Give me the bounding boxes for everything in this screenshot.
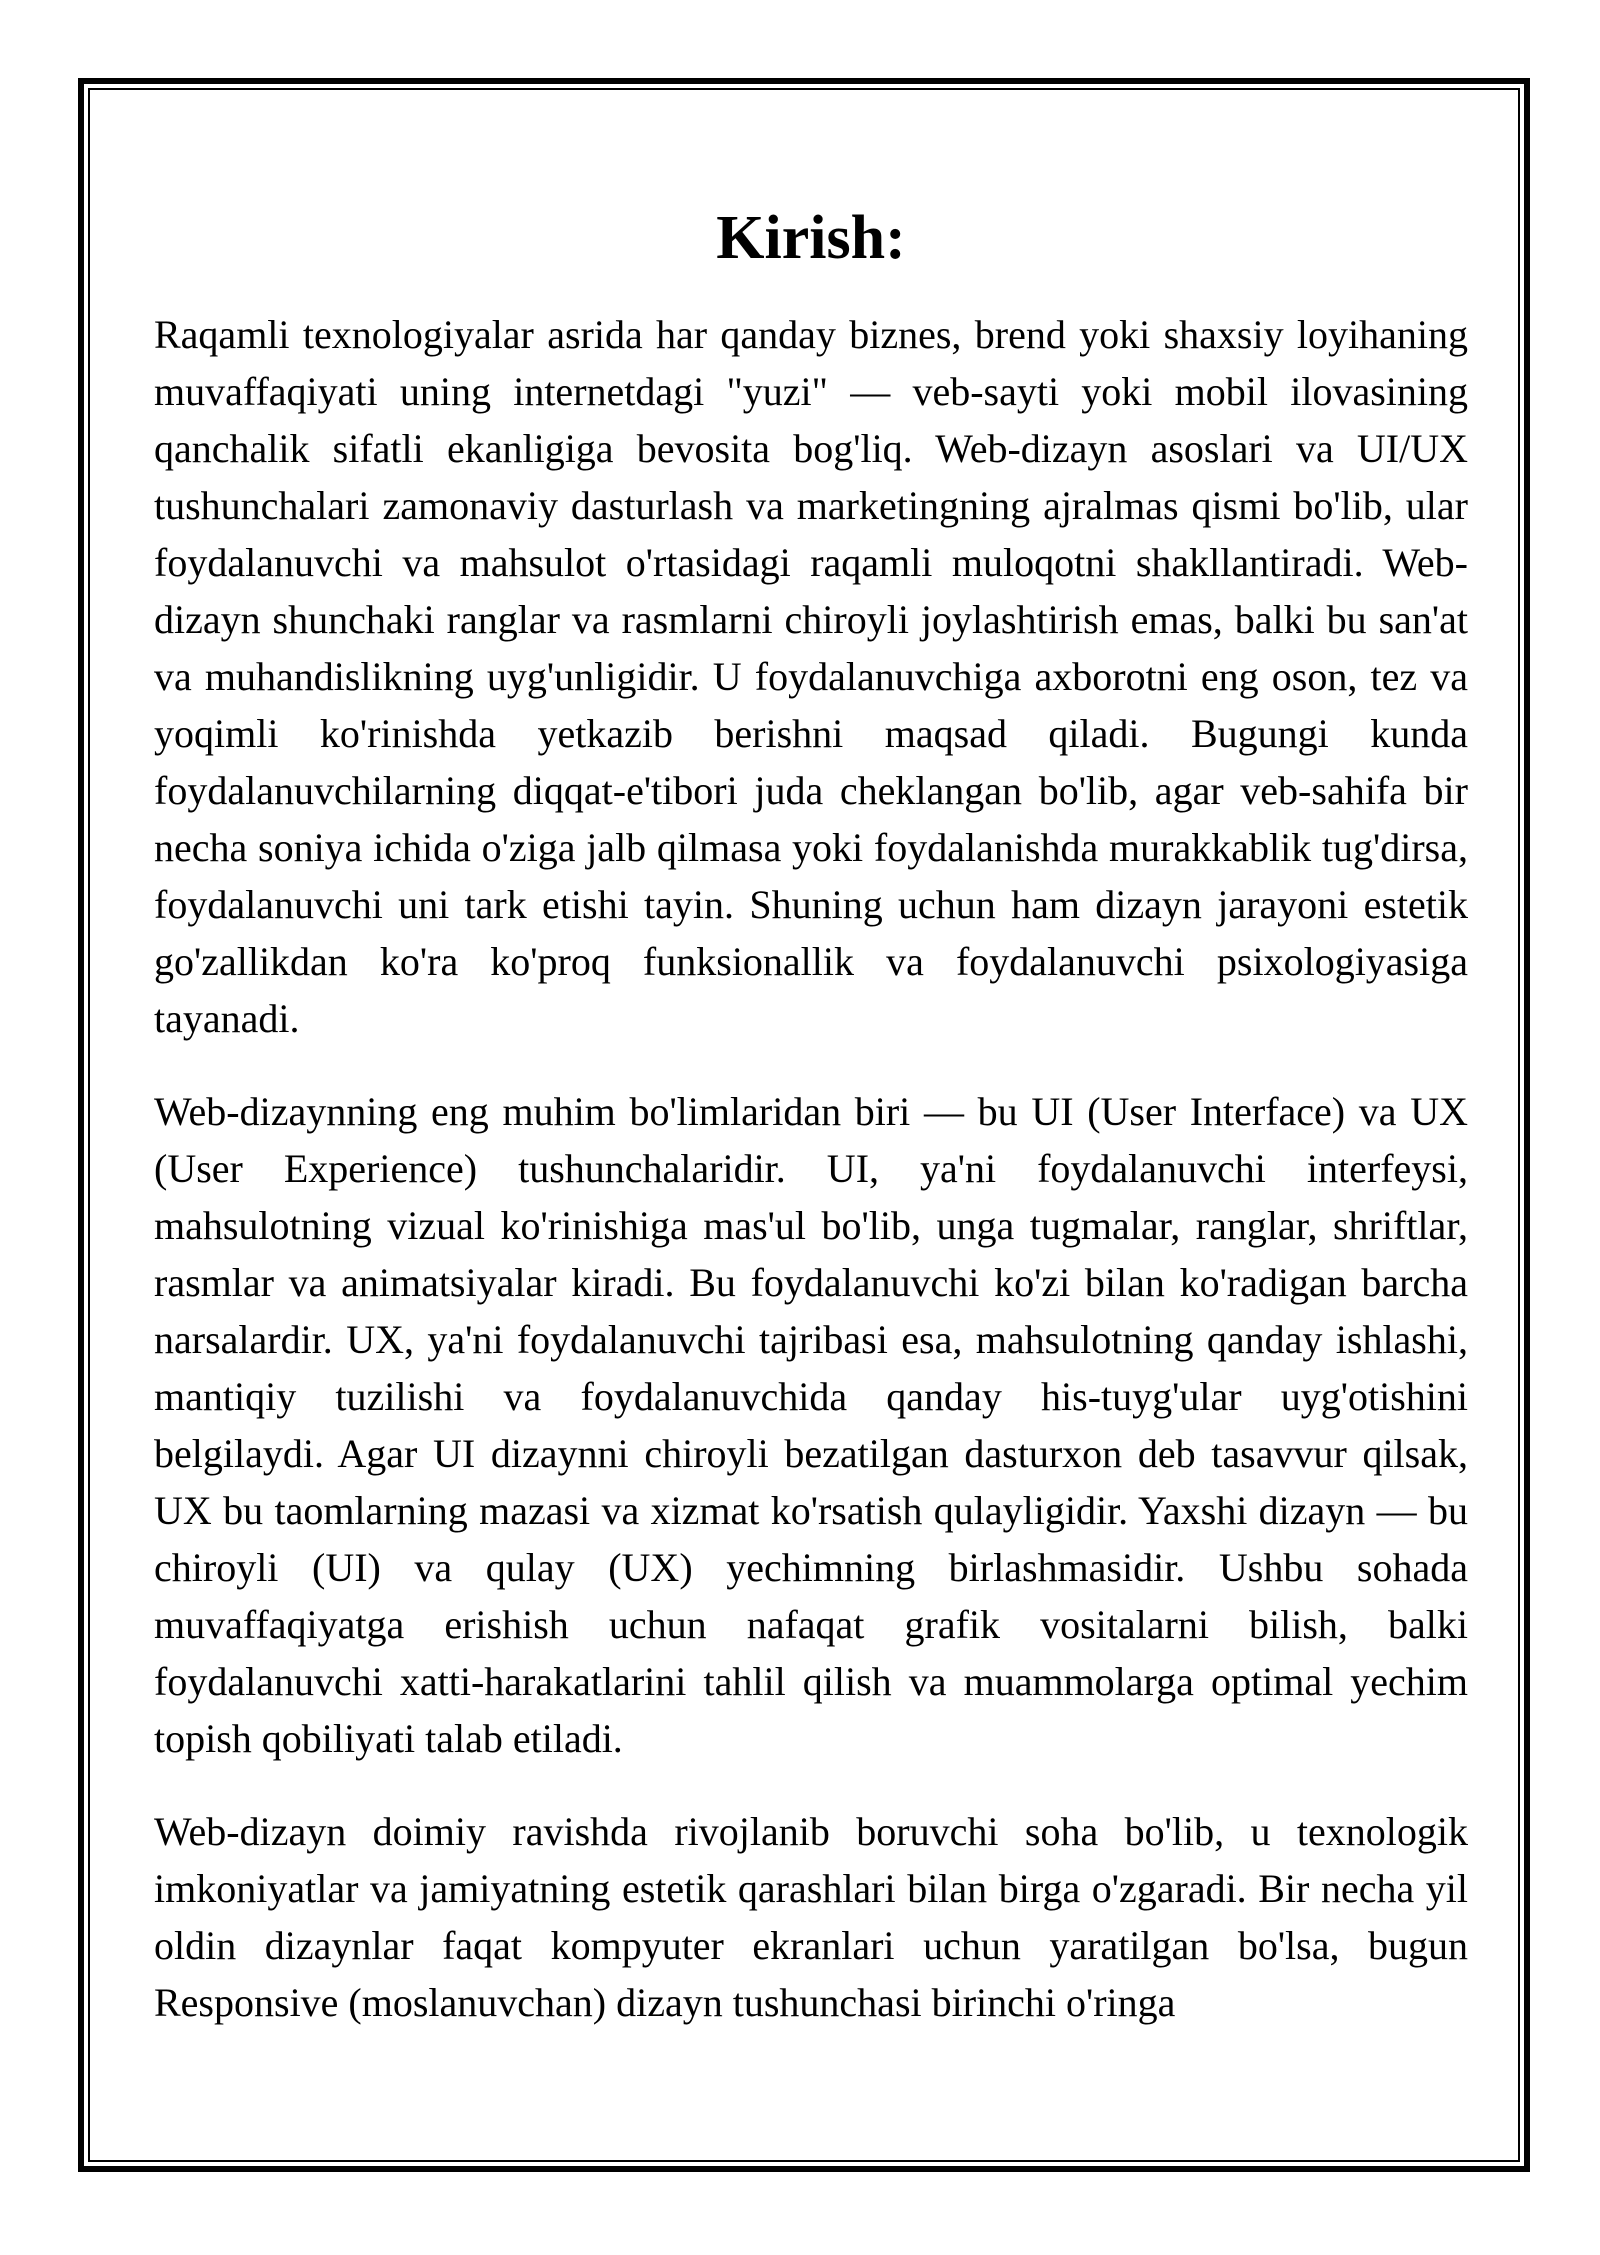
paragraph-3: Web-dizayn doimiy ravishda rivojlanib boruvchi soha bo'lib, u texnologik imkoniyatlar va jamiyatning estetik qarashlari bilan birga o'zgaradi. Bir necha yil oldin dizaynlar faqat kompyuter ekranlari uchun yaratilgan bo'lsa, bugun Responsive (moslanuvchan) dizayn tushunchasi birinchi o'ringa	[154, 1809, 1468, 2026]
paragraph-1: Raqamli texnologiyalar asrida har qanday biznes, brend yoki shaxsiy loyihaning muvaffaqiyati uning internetdagi "yuzi" — veb-sayti yoki mobil ilovasining qanchalik sifatli ekanligiga bevosita bog'liq. Web-dizayn asoslari va UI/UX tushunchalari zamonaviy dasturlash va marketingning ajralmas qismi bo'lib, ular foydalanuvchi va mahsulot o'rtasidagi raqamli muloqotni shakllantiradi. Web-dizayn shunchaki ranglar va rasmlarni chiroyli joylashtirish emas, balki bu san'at va muhandislikning uyg'unligidir. U foydalanuvchiga axborotni eng oson, tez va yoqimli ko'rinishda yetkazib berishni maqsad qiladi. Bugungi kunda foydalanuvchilarning diqqat-e'tibori juda cheklangan bo'lib, agar veb-sahifa bir necha soniya ichida o'ziga jalb qilmasa yoki foydalanishda murakkablik tug'dirsa, foydalanuvchi uni tark etishi tayin. Shuning uchun ham dizayn jarayoni estetik go'zallikdan ko'ra ko'proq funksionallik va foydalanuvchi psixologiyasiga tayanadi.	[154, 312, 1468, 1042]
document-body	[154, 204, 1468, 2031]
paragraph-2: Web-dizaynning eng muhim bo'limlaridan biri — bu UI (User Interface) va UX (User Experience) tushunchalaridir. UI, ya'ni foydalanuvchi interfeysi, mahsulotning vizual ko'rinishiga mas'ul bo'lib, unga tugmalar, ranglar, shriftlar, rasmlar va animatsiyalar kiradi. Bu foydalanuvchi ko'zi bilan ko'radigan barcha narsalardir. UX, ya'ni foydalanuvchi tajribasi esa, mahsulotning qanday ishlashi, mantiqiy tuzilishi va foydalanuvchida qanday his-tuyg'ular uyg'otishini belgilaydi. Agar UI dizaynni chiroyli bezatilgan dasturxon deb tasavvur qilsak, UX bu taomlarning mazasi va xizmat ko'rsatish qulayligidir. Yaxshi dizayn — bu chiroyli (UI) va qulay (UX) yechimning birlashmasidir. Ushbu sohada muvaffaqiyatga erishish uchun nafaqat grafik vositalarni bilish, balki foydalanuvchi xatti-harakatlarini tahlil qilish va muammolarga optimal yechim topish qobiliyati talab etiladi.	[154, 1089, 1468, 1762]
document-title: Kirish:	[716, 204, 906, 272]
